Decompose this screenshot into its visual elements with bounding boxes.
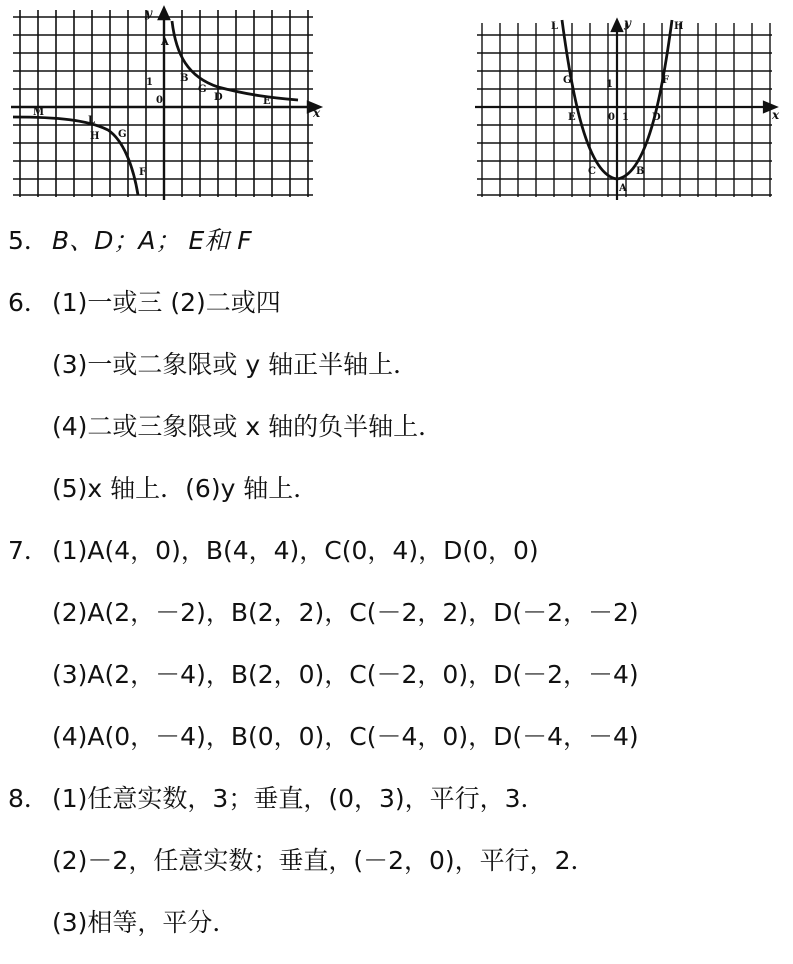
x-axis-label: x <box>313 106 321 120</box>
q8-answer-1: (1)任意实数，3；垂直，(0，3)，平行，3． <box>52 784 546 813</box>
y-axis-label: y <box>624 16 631 30</box>
origin-label: 0 <box>156 95 163 106</box>
point-label: C <box>588 166 596 177</box>
point-label: H <box>674 21 684 32</box>
point-label: H <box>90 131 100 142</box>
q8-answer-3: (3)相等，平分． <box>52 908 238 937</box>
q6-answer-3: (4)二或三象限或 x 轴的负半轴上． <box>52 412 444 441</box>
hyperbola-graph <box>8 5 328 200</box>
point-label: L <box>88 115 96 126</box>
unit-y-label: 1 <box>606 79 613 90</box>
point-label: F <box>139 167 147 178</box>
point-label: D <box>652 112 661 123</box>
unit-x-label: 1 <box>622 112 629 123</box>
point-label: A <box>619 183 627 194</box>
point-label: E <box>568 112 576 123</box>
point-label: L <box>551 21 559 32</box>
parabola-graph <box>472 15 782 200</box>
point-label: B <box>636 166 645 177</box>
q6-answer-4: (5)x 轴上．(6)y 轴上． <box>52 474 319 503</box>
grid <box>477 23 772 197</box>
unit-label: 1 <box>146 77 153 88</box>
q5-answer: B、D；A； E和 F <box>52 226 252 255</box>
point-label: G <box>118 129 127 140</box>
q6-answer-1: (1)一或三 (2)二或四 <box>52 288 281 317</box>
q6-number: 6． <box>8 288 49 317</box>
point-label: M <box>33 107 45 118</box>
point-label: G <box>563 75 572 86</box>
q8-number: 8． <box>8 784 49 813</box>
point-label: B <box>180 73 189 84</box>
point-label: E <box>263 96 271 107</box>
q7-answer-3: (3)A(2，－4)，B(2，0)，C(－2，0)，D(－2，－4) <box>52 660 639 689</box>
point-label: G <box>198 84 207 95</box>
q7-answer-2: (2)A(2，－2)，B(2，2)，C(－2，2)，D(－2，－2) <box>52 598 639 627</box>
q7-answer-4: (4)A(0，－4)，B(0，0)，C(－4，0)，D(－4，－4) <box>52 722 639 751</box>
point-label: D <box>214 92 223 103</box>
point-label: F <box>662 75 670 86</box>
q5-number: 5． <box>8 226 49 255</box>
q7-number: 7． <box>8 536 49 565</box>
q8-answer-2: (2)－2，任意实数；垂直，(－2，0)，平行，2． <box>52 846 596 875</box>
origin-label: 0 <box>608 112 615 123</box>
point-label: A <box>161 37 169 48</box>
q7-answer-1: (1)A(4，0)，B(4，4)，C(0，4)，D(0，0) <box>52 536 539 565</box>
y-axis-label: y <box>145 6 152 20</box>
x-axis-label: x <box>772 108 780 122</box>
q6-answer-2: (3)一或二象限或 y 轴正半轴上． <box>52 350 419 379</box>
